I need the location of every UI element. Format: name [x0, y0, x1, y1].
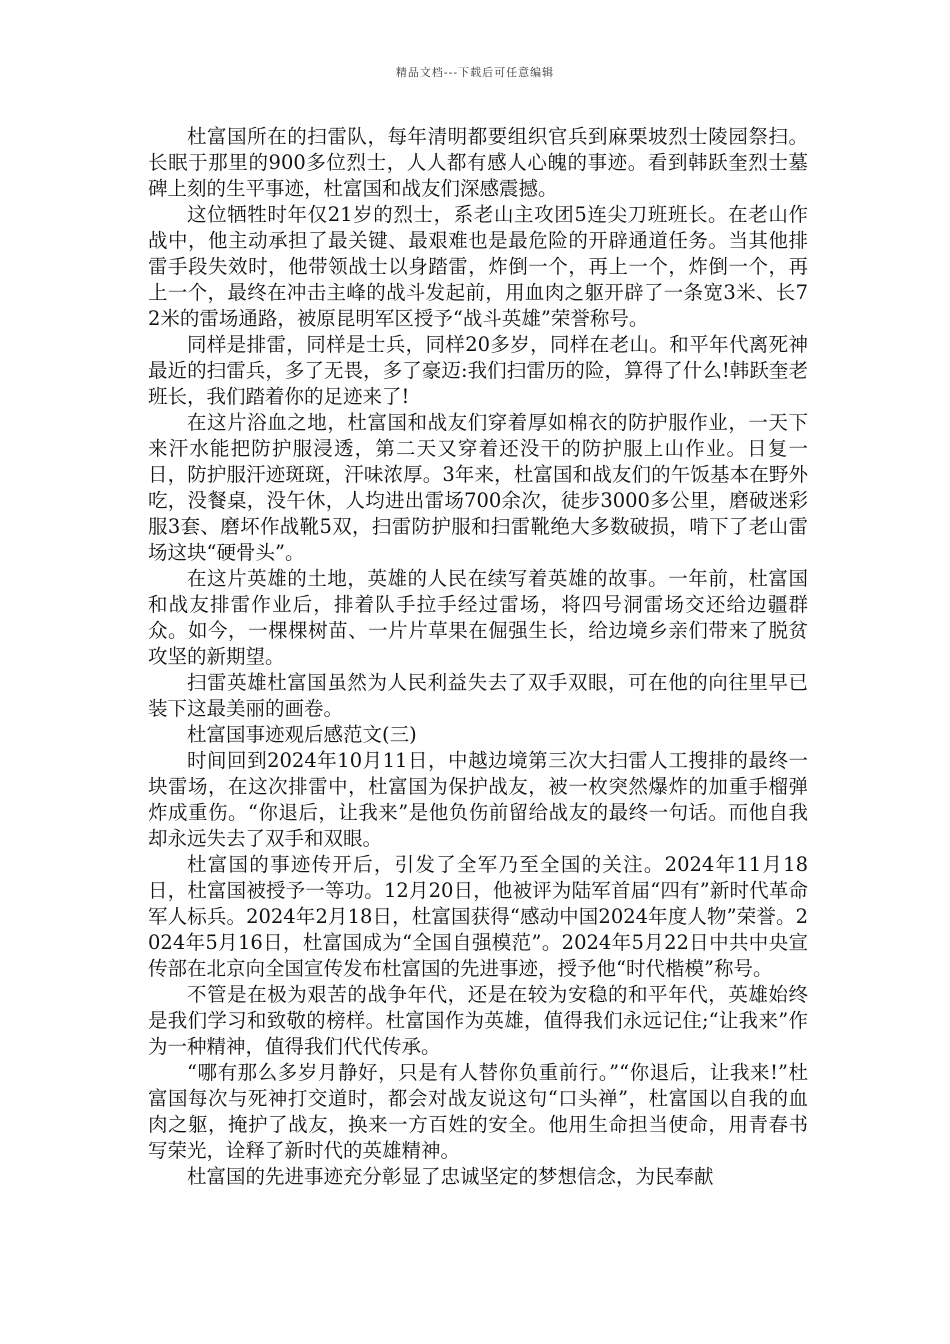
- paragraph: 杜富国的事迹传开后，引发了全军乃至全国的关注。2024年11月18日，杜富国被授予一等功。12月20日，他被评为陆军首届“四有”新时代革命军人标兵。2024年2月18日，杜富国获得“感动中国2024年度人物”荣誉。2024年5月16日，杜富国成为“全国自强模范”。2024年5月22日中共中央宣传部在北京向全国宣传发布杜富国的先进事迹，授予他“时代楷模”称号。: [148, 853, 808, 980]
- paragraph: 时间回到2024年10月11日，中越边境第三次大扫雷人工搜排的最终一块雷场，在这次排雷中，杜富国为保护战友，被一枚突然爆炸的加重手榴弹炸成重伤。“你退后，让我来”是他负伤前留给战友的最终一句话。而他自我却永远失去了双手和双眼。: [148, 749, 808, 850]
- paragraph: 杜富国所在的扫雷队，每年清明都要组织官兵到麻栗坡烈士陵园祭扫。长眠于那里的900多位烈士，人人都有感人心魄的事迹。看到韩跃奎烈士墓碑上刻的生平事迹，杜富国和战友们深感震撼。: [148, 125, 808, 200]
- paragraph: 杜富国的先进事迹充分彰显了忠诚坚定的梦想信念，为民奉献: [187, 1165, 714, 1188]
- paragraph: “哪有那么多岁月静好，只是有人替你负重前行。”“你退后，让我来!”杜富国每次与死神打交道时，都会对战友说这句“口头禅”，杜富国以自我的血肉之躯，掩护了战友，换来一方百姓的安全。他用生命担当使命，用青春书写荣光，诠释了新时代的英雄精神。: [148, 1061, 808, 1162]
- paragraph: 在这片浴血之地，杜富国和战友们穿着厚如棉衣的防护服作业，一天下来汗水能把防护服浸透，第二天又穿着还没干的防护服上山作业。日复一日，防护服汗迹斑斑，汗味浓厚。3年来，杜富国和战友们的午饭基本在野外吃，没餐桌，没午休，人均进出雷场700余次，徒步3000多公里，磨破迷彩服3套、磨坏作战靴5双，扫雷防护服和扫雷靴绝大多数破损，啃下了老山雷场这块“硬骨头”。: [148, 411, 808, 564]
- paragraph: 扫雷英雄杜富国虽然为人民利益失去了双手双眼，可在他的向往里早已装下这最美丽的画卷。: [148, 671, 808, 720]
- paragraph: 同样是排雷，同样是士兵，同样20多岁，同样在老山。和平年代离死神最近的扫雷兵，多了无畏，多了豪迈:我们扫雷历的险，算得了什么!韩跃奎老班长，我们踏着你的足迹来了!: [148, 333, 808, 408]
- document-body: [148, 124, 808, 1190]
- paragraph: 不管是在极为艰苦的战争年代，还是在较为安稳的和平年代，英雄始终是我们学习和致敬的榜样。杜富国作为英雄，值得我们永远记住;“让我来”作为一种精神，值得我们代代传承。: [148, 983, 808, 1058]
- paragraph: 在这片英雄的土地，英雄的人民在续写着英雄的故事。一年前，杜富国和战友排雷作业后，排着队手拉手经过雷场，将四号洞雷场交还给边疆群众。如今，一棵棵树苗、一片片草果在倔强生长，给边境乡亲们带来了脱贫攻坚的新期望。: [148, 567, 808, 668]
- paragraph: 这位牺牲时年仅21岁的烈士，系老山主攻团5连尖刀班班长。在老山作战中，他主动承担了最关键、最艰难也是最危险的开辟通道任务。当其他排雷手段失效时，他带领战士以身踏雷，炸倒一个，再上一个，炸倒一个，再上一个，最终在冲击主峰的战斗发起前，用血肉之躯开辟了一条宽3米、长72米的雷场通路，被原昆明军区授予“战斗英雄”荣誉称号。: [148, 203, 808, 330]
- section-heading: 杜富国事迹观后感范文(三): [187, 723, 417, 746]
- page-header: 精品文档---下载后可任意编辑: [395, 66, 555, 79]
